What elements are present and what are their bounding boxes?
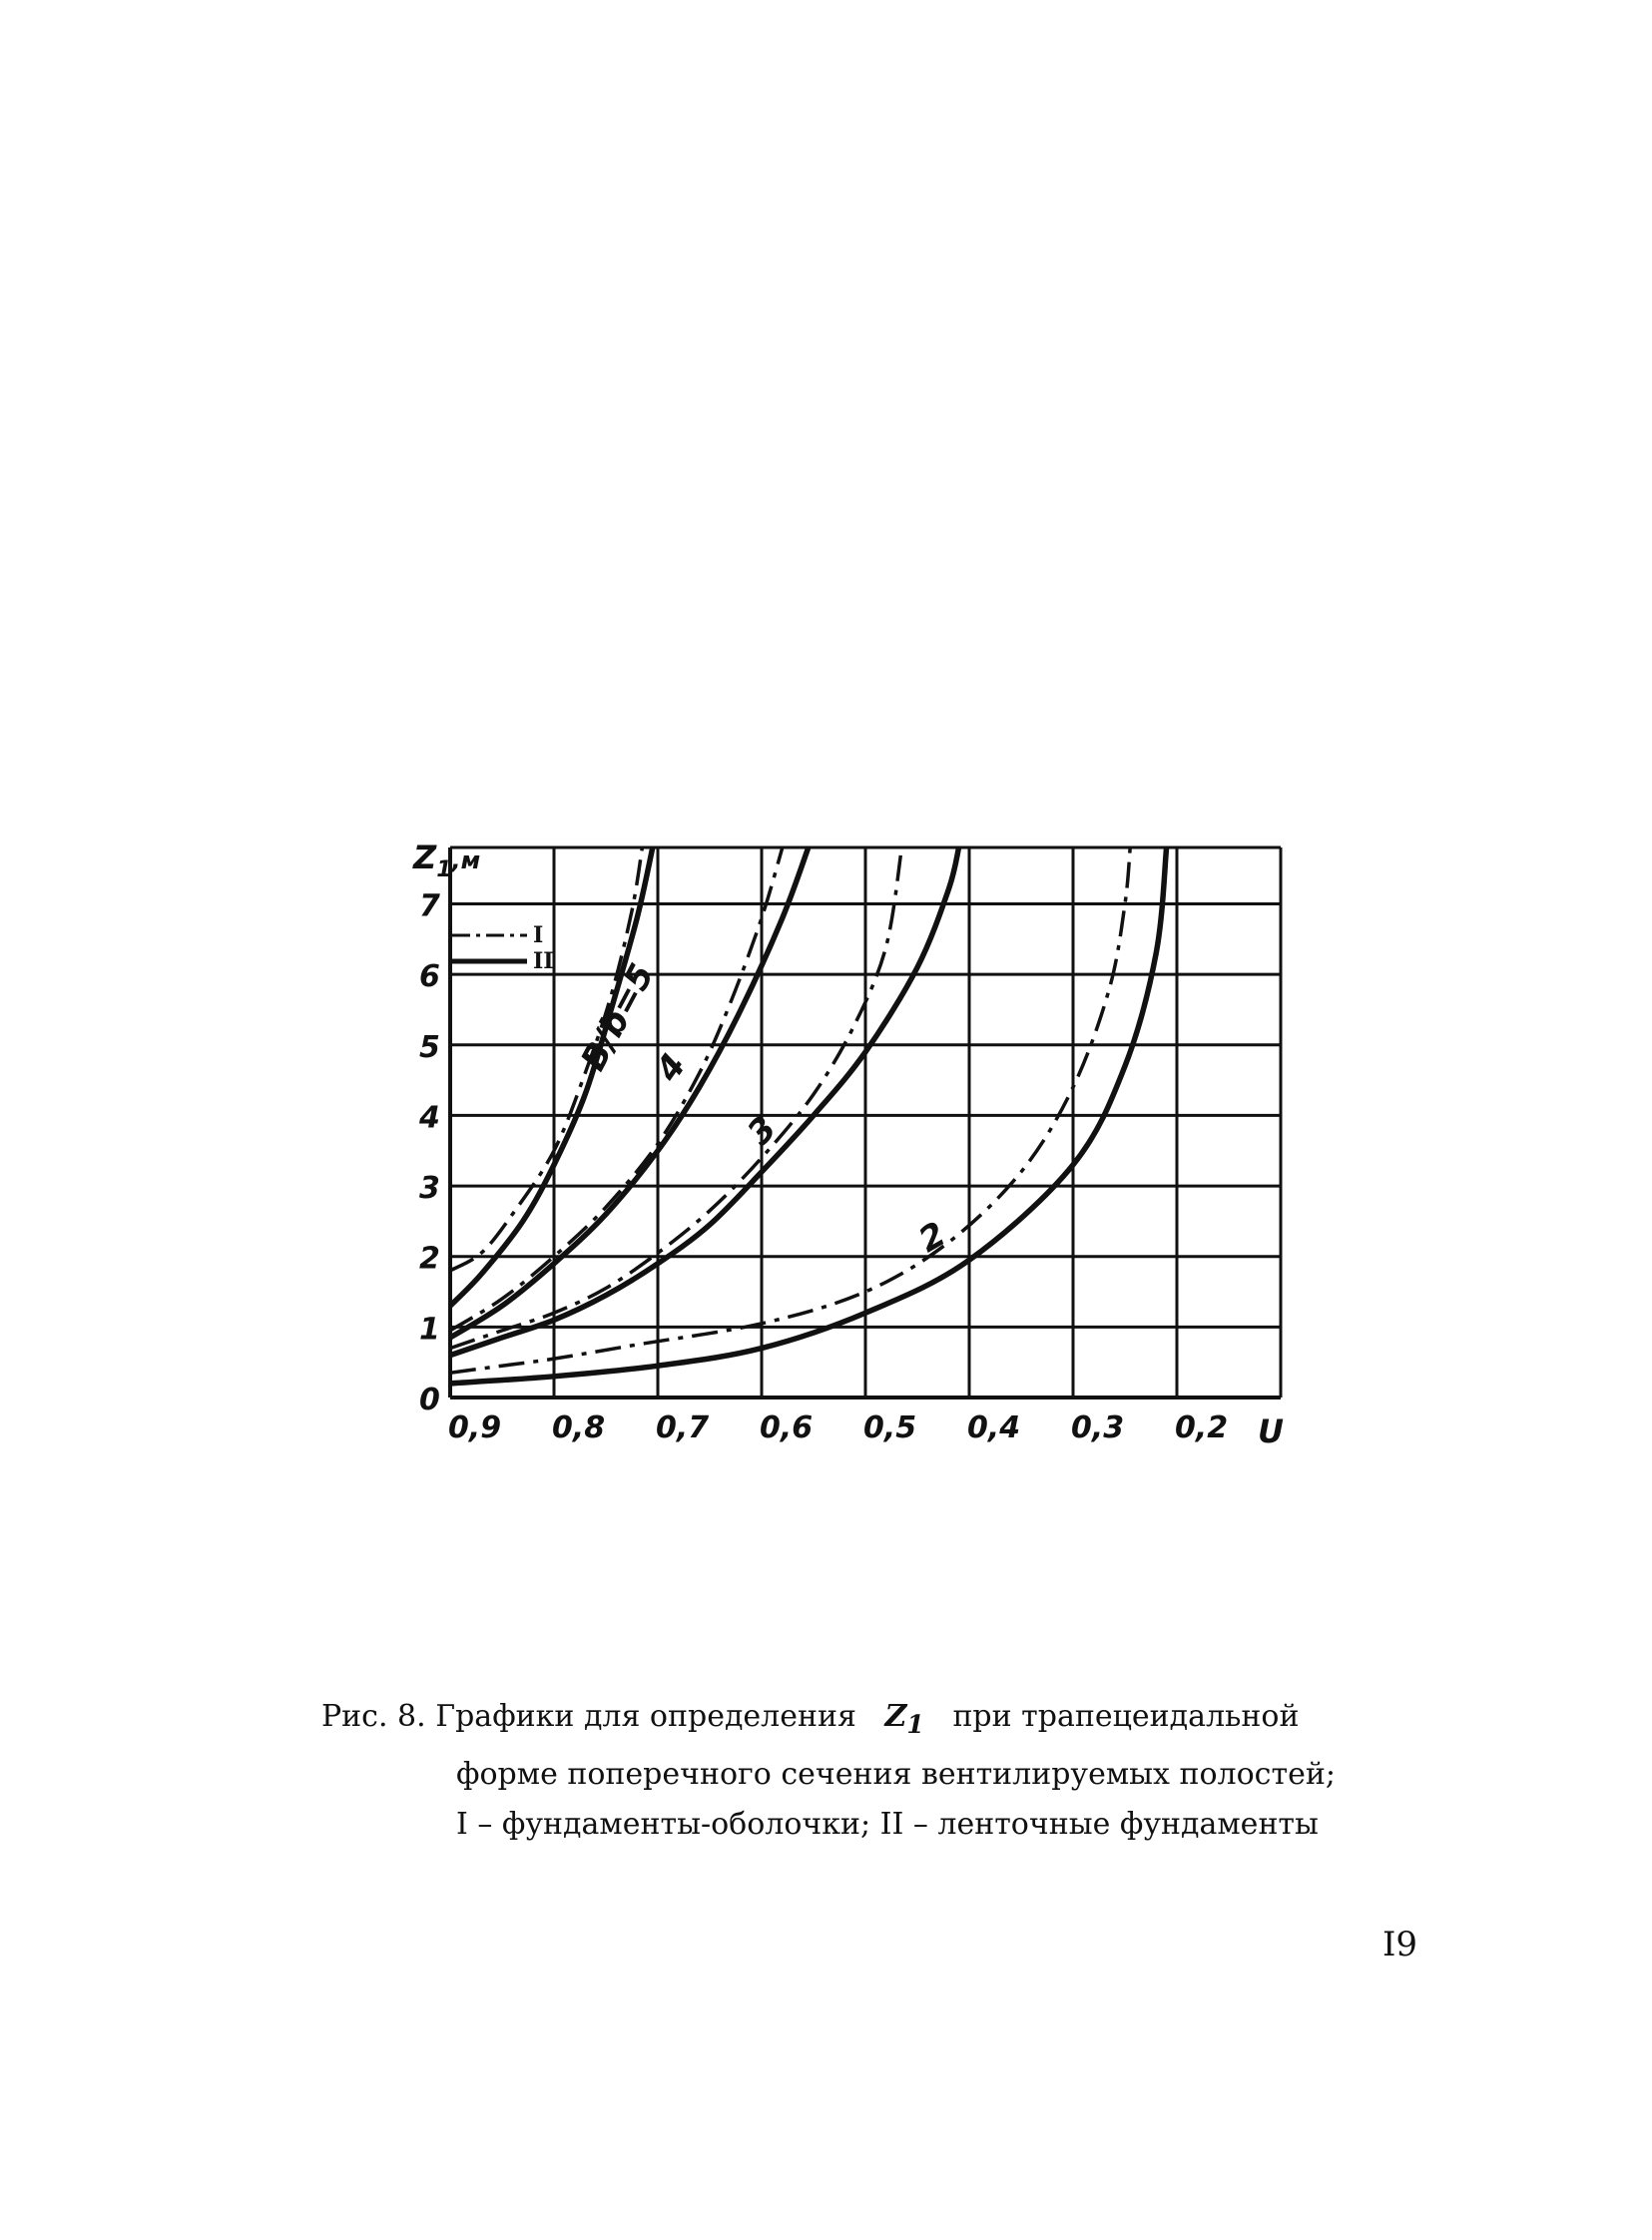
x-tick-label: 0,3 bbox=[1071, 1410, 1125, 1445]
y-tick-label: 5 bbox=[419, 1029, 440, 1065]
caption-line-2: форме поперечного сечения вентилируемых полостей; bbox=[456, 1757, 1336, 1792]
series-line-II bbox=[450, 847, 959, 1356]
curve-label: 3 bbox=[740, 1108, 786, 1154]
x-tick-label: 0,7 bbox=[656, 1410, 710, 1445]
figure-caption bbox=[321, 1692, 1419, 1850]
x-tick-label: 0,8 bbox=[552, 1410, 606, 1445]
legend-label: I bbox=[533, 922, 544, 948]
curve-label: 2 bbox=[911, 1214, 953, 1261]
y-tick-label: 0 bbox=[419, 1383, 440, 1417]
series-line-I bbox=[450, 847, 1130, 1373]
y-tick-label: 7 bbox=[419, 888, 440, 924]
y-tick-label: 2 bbox=[419, 1241, 440, 1277]
y-tick-label: 1 bbox=[419, 1312, 440, 1348]
caption-line-1: Рис. 8. Графики для определения $Z_1$ при трапецеидальной bbox=[321, 1699, 1300, 1739]
y-tick-label: 3 bbox=[419, 1171, 440, 1207]
x-tick-labels bbox=[448, 1410, 1228, 1445]
x-tick-label: 0,9 bbox=[448, 1410, 502, 1445]
legend bbox=[452, 922, 554, 974]
x-axis-title: U bbox=[1258, 1412, 1284, 1450]
caption-symbol: $Z_1$ bbox=[884, 1699, 924, 1739]
x-tick-label: 0,2 bbox=[1175, 1410, 1229, 1445]
series-line-I bbox=[450, 847, 901, 1349]
legend-label: II bbox=[533, 948, 554, 974]
x-tick-label: 0,5 bbox=[863, 1410, 917, 1445]
page-number: I9 bbox=[1382, 1925, 1418, 1964]
caption-line-3: I – фундаменты-оболочки; II – ленточные фундаменты bbox=[456, 1807, 1319, 1842]
curve-label: 4 bbox=[648, 1046, 695, 1089]
x-tick-label: 0,4 bbox=[967, 1410, 1021, 1445]
y-tick-label: 6 bbox=[419, 959, 440, 995]
y-tick-label: 4 bbox=[419, 1100, 440, 1136]
x-tick-label: 0,6 bbox=[760, 1410, 814, 1445]
curve-label: B/b=5 bbox=[573, 957, 663, 1078]
y-axis-title: $Z_1^{,м}$ bbox=[413, 839, 481, 882]
y-tick-labels bbox=[418, 889, 440, 1417]
series-line-II bbox=[450, 847, 653, 1306]
caption-prefix: Рис. 8. bbox=[321, 1699, 426, 1734]
series-line-I bbox=[450, 847, 786, 1331]
